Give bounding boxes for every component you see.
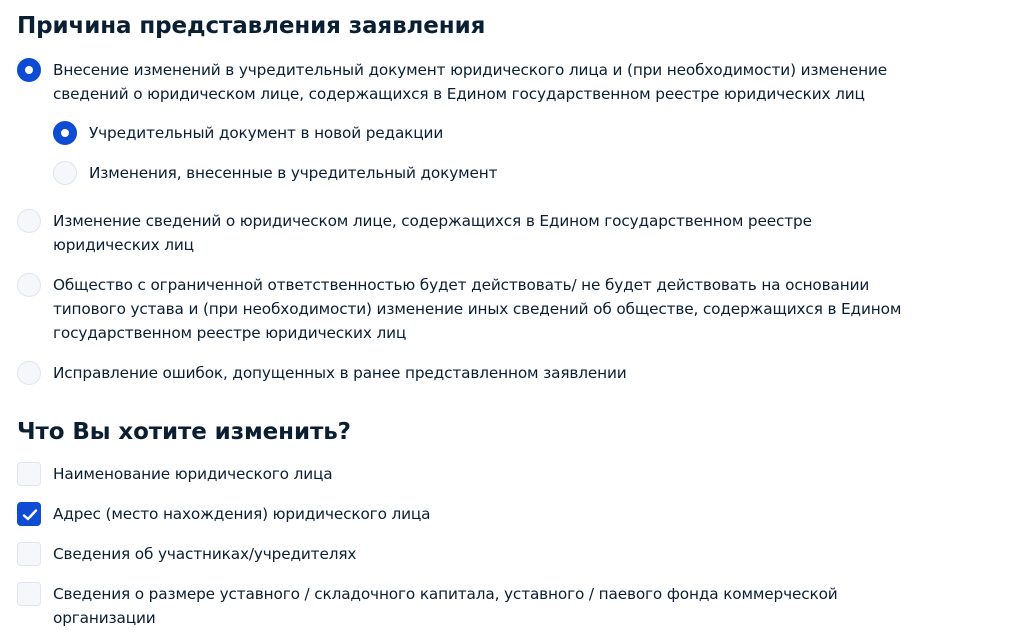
reason-option-label: Внесение изменений в учредительный документ юридического лица и (при необходимости) изменение сведений о юридическом лице, содержащихся в Едином государственном реестре юридических лиц (53, 61, 888, 103)
change-option-label: Сведения о размере уставного / складочного капитала, уставного / паевого фонда коммерческой организации (53, 585, 838, 627)
checkbox-checked[interactable] (17, 502, 41, 526)
checkbox[interactable] (17, 462, 41, 486)
radio-button[interactable] (17, 209, 41, 233)
checkmark-icon (22, 508, 38, 522)
change-option-label: Сведения об участниках/учредителях (53, 545, 357, 563)
radio-button[interactable] (53, 161, 77, 185)
reason-option-egrul-changes[interactable] (17, 209, 913, 257)
change-option-address[interactable] (17, 502, 913, 526)
reason-option-label: Общество с ограниченной ответственностью будет действовать/ не будет действовать на основании типового устава и (при необходимости) изменение иных сведений об обществе, содержащихся в Едином государственном реестре юридических лиц (53, 276, 902, 342)
reason-option-label: Изменение сведений о юридическом лице, содержащихся в Едином государственном реестре юридических лиц (53, 212, 812, 254)
reason-option-label: Исправление ошибок, допущенных в ранее представленном заявлении (53, 364, 627, 382)
section-title-change: Что Вы хотите изменить? (17, 419, 351, 445)
sub-option-label: Учредительный документ в новой редакции (89, 124, 444, 142)
sub-option-amendments[interactable] (53, 161, 889, 185)
change-option-capital[interactable] (17, 582, 913, 630)
section-title-reason: Причина представления заявления (17, 13, 486, 39)
radio-button[interactable] (17, 361, 41, 385)
checkbox[interactable] (17, 582, 41, 606)
radio-button-checked[interactable] (53, 121, 77, 145)
change-option-label: Адрес (место нахождения) юридического лица (53, 505, 431, 523)
sub-option-label: Изменения, внесенные в учредительный документ (89, 164, 498, 182)
change-option-participants[interactable] (17, 542, 913, 566)
checkbox[interactable] (17, 542, 41, 566)
change-option-name[interactable] (17, 462, 913, 486)
reason-option-error-correction[interactable] (17, 361, 913, 385)
reason-option-typical-charter[interactable] (17, 273, 913, 345)
change-option-label: Наименование юридического лица (53, 465, 333, 483)
reason-option-charter-changes[interactable] (17, 58, 913, 106)
sub-option-new-edition[interactable] (53, 121, 889, 145)
radio-button-checked[interactable] (17, 58, 41, 82)
radio-button[interactable] (17, 273, 41, 297)
